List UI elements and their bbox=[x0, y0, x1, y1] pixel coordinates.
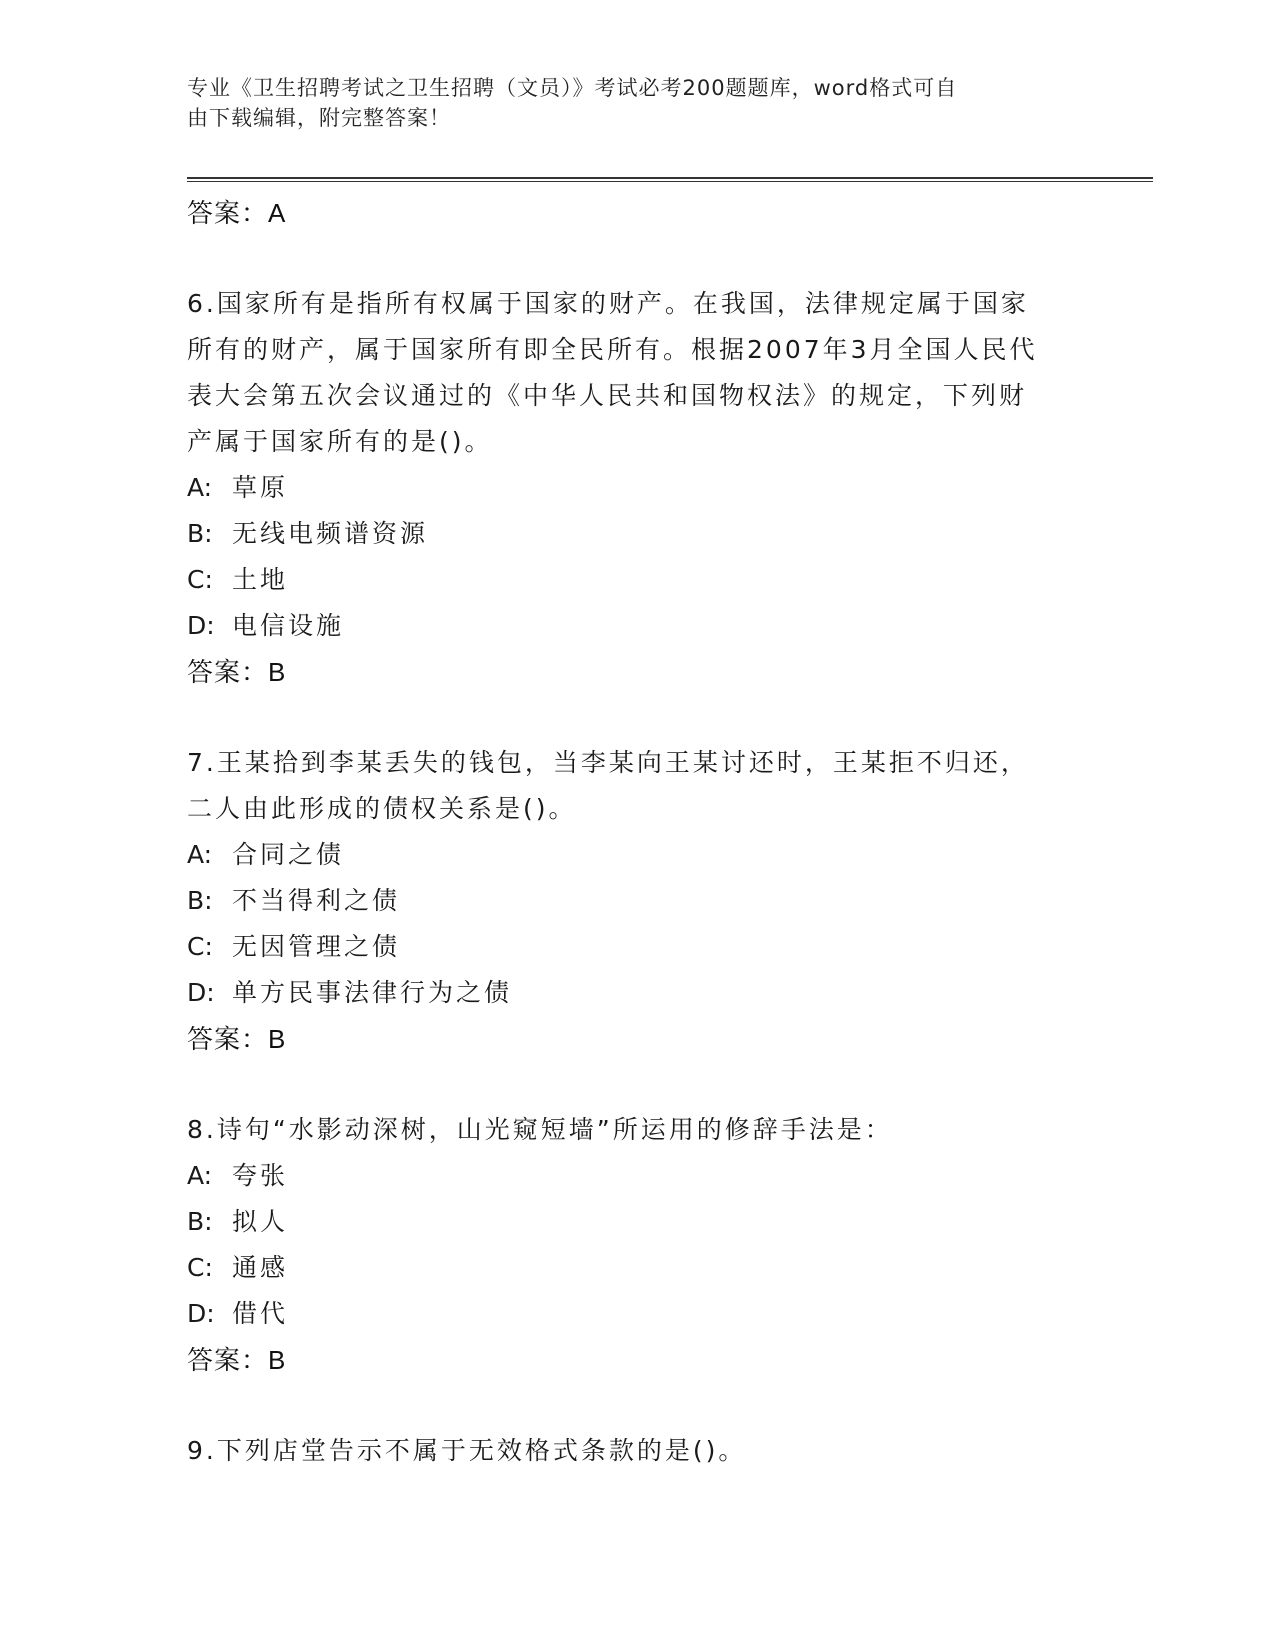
option-a bbox=[187, 832, 1087, 878]
option-key: A: bbox=[187, 473, 213, 502]
question-7 bbox=[187, 740, 1087, 1062]
option-key: C: bbox=[187, 932, 213, 961]
stem-line: 6.国家所有是指所有权属于国家的财产。在我国，法律规定属于国家 bbox=[187, 289, 1029, 318]
question-8 bbox=[187, 1107, 1087, 1383]
option-text: 合同之债 bbox=[232, 840, 345, 869]
question-6 bbox=[187, 281, 1087, 695]
question-list bbox=[187, 190, 1087, 1474]
answer-line: 答案：B bbox=[187, 1024, 287, 1054]
option-key: A: bbox=[187, 840, 213, 869]
header-divider-thick bbox=[187, 177, 1153, 179]
question-stem bbox=[187, 1107, 1087, 1153]
stem-line: 9.下列店堂告示不属于无效格式条款的是()。 bbox=[187, 1436, 747, 1465]
option-key: D: bbox=[187, 611, 215, 640]
option-a bbox=[187, 465, 1087, 511]
option-c bbox=[187, 1245, 1087, 1291]
option-b bbox=[187, 511, 1087, 557]
option-key: D: bbox=[187, 978, 215, 1007]
option-key: C: bbox=[187, 565, 213, 594]
stem-line: 7.王某拾到李某丢失的钱包，当李某向王某讨还时，王某拒不归还， bbox=[187, 748, 1029, 777]
option-a bbox=[187, 1153, 1087, 1199]
option-text: 不当得利之债 bbox=[232, 886, 401, 915]
option-b bbox=[187, 878, 1087, 924]
option-c bbox=[187, 924, 1087, 970]
option-text: 草原 bbox=[232, 473, 289, 502]
stem-line: 8.诗句“水影动深树，山光窥短墙”所运用的修辞手法是： bbox=[187, 1115, 893, 1144]
stem-line: 二人由此形成的债权关系是()。 bbox=[187, 794, 577, 823]
option-key: B: bbox=[187, 1207, 213, 1236]
header-divider-thin bbox=[187, 181, 1153, 182]
question-stem bbox=[187, 281, 1087, 465]
option-d bbox=[187, 970, 1087, 1016]
option-text: 无线电频谱资源 bbox=[232, 519, 429, 548]
option-key: D: bbox=[187, 1299, 215, 1328]
option-text: 拟人 bbox=[232, 1207, 289, 1236]
option-text: 借代 bbox=[232, 1299, 289, 1328]
answer-line: 答案：B bbox=[187, 657, 287, 687]
option-key: B: bbox=[187, 519, 213, 548]
option-text: 夸张 bbox=[232, 1161, 289, 1190]
option-text: 电信设施 bbox=[232, 611, 345, 640]
answer-line: 答案：B bbox=[187, 1345, 287, 1375]
question-9 bbox=[187, 1428, 1087, 1474]
document-header bbox=[187, 73, 1067, 133]
option-c bbox=[187, 557, 1087, 603]
answer-line: 答案：A bbox=[187, 198, 287, 228]
option-d bbox=[187, 1291, 1087, 1337]
option-key: C: bbox=[187, 1253, 213, 1282]
option-b bbox=[187, 1199, 1087, 1245]
header-line-2: 由下载编辑，附完整答案！ bbox=[187, 106, 451, 130]
question-stem bbox=[187, 1428, 1087, 1474]
option-text: 无因管理之债 bbox=[232, 932, 401, 961]
question-stem bbox=[187, 740, 1087, 832]
stem-line: 产属于国家所有的是()。 bbox=[187, 427, 493, 456]
stem-line: 表大会第五次会议通过的《中华人民共和国物权法》的规定，下列财 bbox=[187, 381, 1028, 410]
option-key: B: bbox=[187, 886, 213, 915]
stem-line: 所有的财产，属于国家所有即全民所有。根据2007年3月全国人民代 bbox=[187, 335, 1038, 364]
option-text: 通感 bbox=[232, 1253, 289, 1282]
option-key: A: bbox=[187, 1161, 213, 1190]
option-text: 土地 bbox=[232, 565, 289, 594]
header-line-1: 专业《卫生招聘考试之卫生招聘（文员）》考试必考200题题库，word格式可自 bbox=[187, 76, 958, 100]
option-text: 单方民事法律行为之债 bbox=[232, 978, 513, 1007]
option-d bbox=[187, 603, 1087, 649]
